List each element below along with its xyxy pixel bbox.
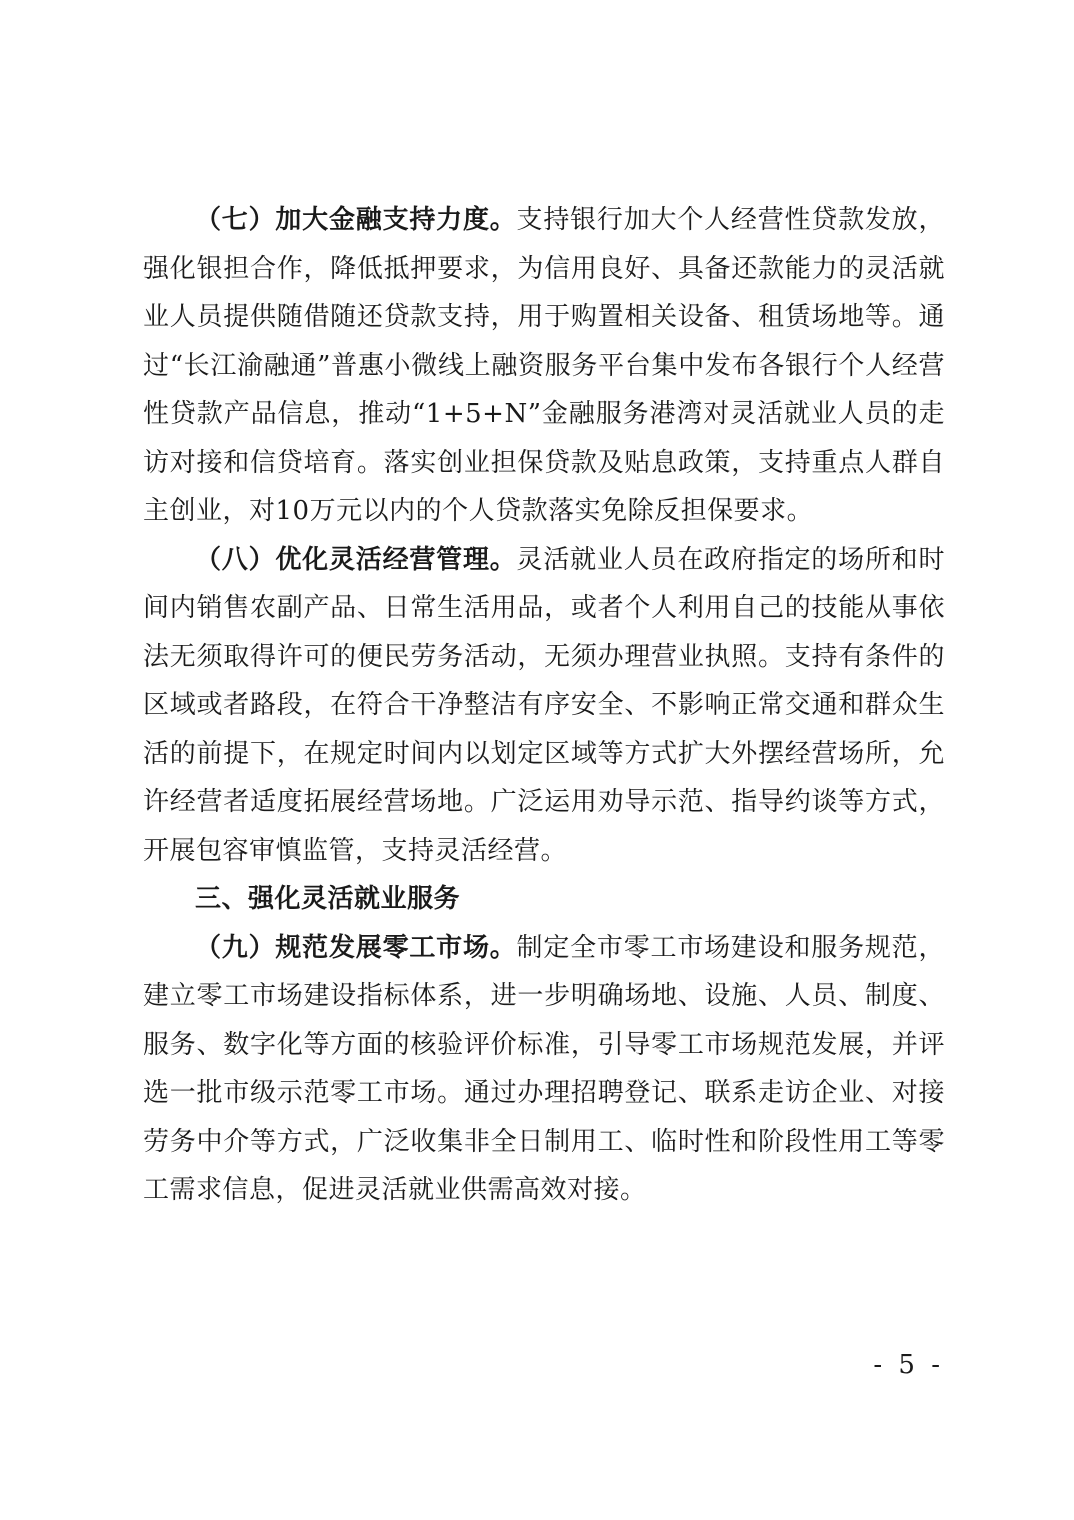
paragraph-nine-lead: （九）规范发展零工市场。 <box>195 932 517 963</box>
paragraph-nine-text: 制定全市零工市场建设和服务规范，建立零工市场建设指标体系，进一步明确场地、设施、人员、制度、服务、数字化等方面的核验评价标准，引导零工市场规范发展，并评选一批市级示范零工市场。通过办理招聘登记、联系走访企业、对接劳务中介等方式，广泛收集非全日制用工、临时性和阶段性用工等零工需求信息，促进灵活就业供需高效对接。 <box>143 932 945 1205</box>
paragraph-eight-text: 灵活就业人员在政府指定的场所和时间内销售农副产品、日常生活用品，或者个人利用自己的技能从事依法无须取得许可的便民劳务活动，无须办理营业执照。支持有条件的区域或者路段，在符合干净整洁有序安全、不影响正常交通和群众生活的前提下，在规定时间内以划定区域等方式扩大外摆经营场所，允许经营者适度拓展经营场地。广泛运用劝导示范、指导约谈等方式，开展包容审慎监管，支持灵活经营。 <box>143 544 945 866</box>
section-heading: 三、强化灵活就业服务 <box>195 884 461 914</box>
paragraph-seven-lead: （七）加大金融支持力度。 <box>195 205 517 235</box>
page-number: - 5 - <box>873 1350 944 1380</box>
paragraph-seven <box>143 196 945 536</box>
document-body <box>143 196 945 1215</box>
paragraph-seven-text: 支持银行加大个人经营性贷款发放，强化银担合作，降低抵押要求，为信用良好、具备还款能力的灵活就业人员提供随借随还贷款支持，用于购置相关设备、租赁场地等。通过“长江渝融通”普惠小微线上融资服务平台集中发布各银行个人经营性贷款产品信息，推动“1+5+N”金融服务港湾对灵活就业人员的走访对接和信贷培育。落实创业担保贷款及贴息政策，支持重点人群自主创业，对10万元以内的个人贷款落实免除反担保要求。 <box>143 205 945 526</box>
paragraph-eight <box>143 536 945 876</box>
paragraph-nine <box>143 924 945 1215</box>
paragraph-eight-lead: （八）优化灵活经营管理。 <box>195 544 517 575</box>
